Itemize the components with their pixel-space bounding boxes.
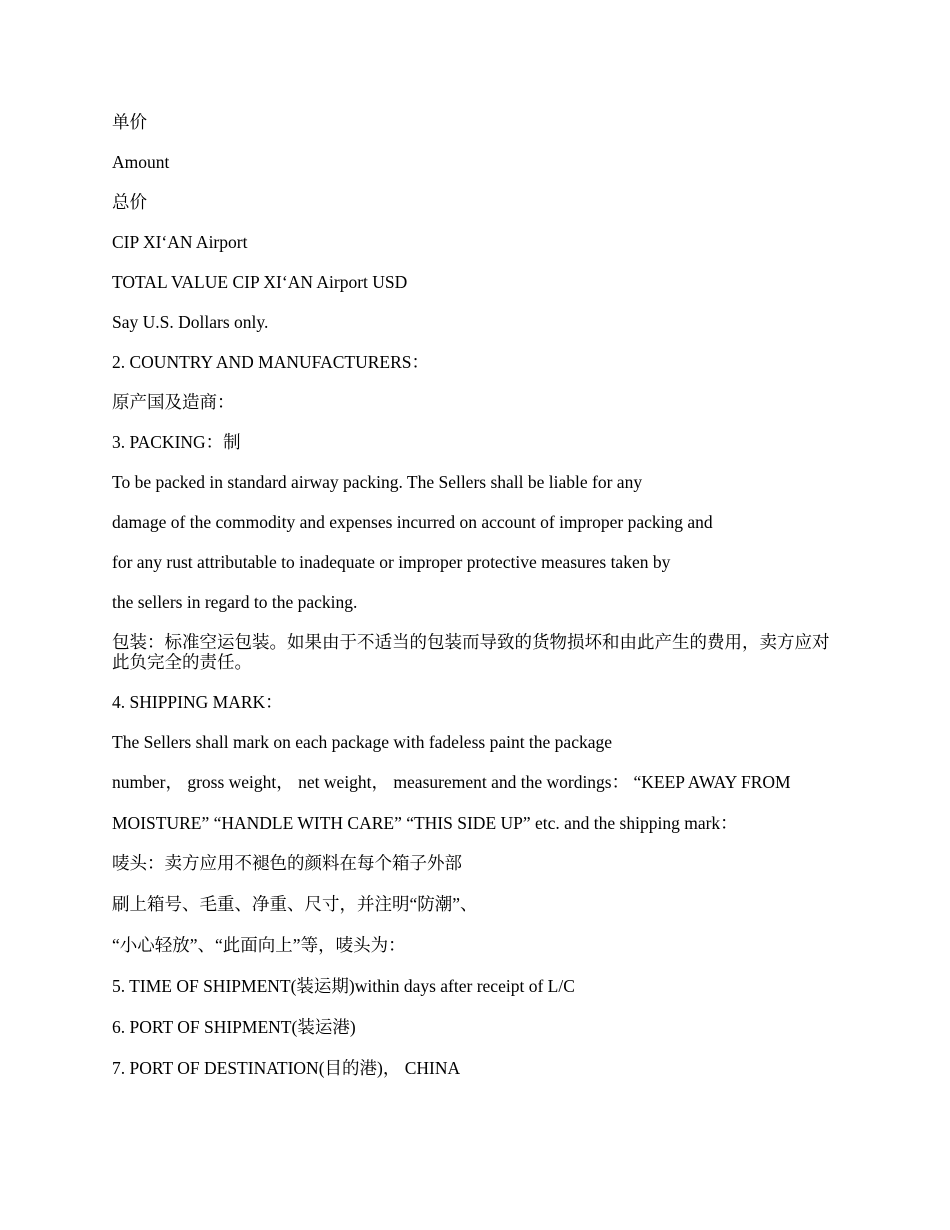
shipping-mark-cn-1: 唛头：卖方应用不褪色的颜料在每个箱子外部 bbox=[112, 853, 462, 873]
packing-text-cn: 包装：标准空运包装。如果由于不适当的包装而导致的货物损坏和由此产生的费用，卖方应对此负完全的责任。 bbox=[112, 632, 830, 672]
shipping-mark-line-2: number， gross weight， net weight， measurement and the wordings： “KEEP AWAY FROM bbox=[112, 772, 791, 792]
section-3-heading: 3. PACKING：制 bbox=[112, 432, 241, 452]
shipping-mark-cn-3: “小心轻放”、“此面向上”等，唛头为： bbox=[112, 935, 406, 955]
section-7-line: 7. PORT OF DESTINATION(目的港)， CHINA bbox=[112, 1058, 461, 1078]
packing-text-line-2: damage of the commodity and expenses incurred on account of improper packing and bbox=[112, 512, 713, 532]
section-2-cn: 原产国及造商： bbox=[112, 392, 235, 412]
section-6-line: 6. PORT OF SHIPMENT(装运港) bbox=[112, 1017, 356, 1037]
shipping-mark-cn-2: 刷上箱号、毛重、净重、尺寸，并注明“防潮”、 bbox=[112, 894, 478, 914]
total-value-line: TOTAL VALUE CIP XI‘AN Airport USD bbox=[112, 272, 408, 292]
unit-price-cn: 单价 bbox=[112, 112, 147, 132]
shipping-mark-line-1: The Sellers shall mark on each package with fadeless paint the package bbox=[112, 732, 613, 752]
say-dollars-line: Say U.S. Dollars only. bbox=[112, 312, 269, 332]
section-2-heading: 2. COUNTRY AND MANUFACTURERS： bbox=[112, 352, 429, 372]
cip-term: CIP XI‘AN Airport bbox=[112, 232, 248, 252]
section-5-line: 5. TIME OF SHIPMENT(装运期)within days after receipt of L/C bbox=[112, 976, 575, 996]
packing-text-line-1: To be packed in standard airway packing. The Sellers shall be liable for any bbox=[112, 472, 643, 492]
amount-label: Amount bbox=[112, 152, 170, 172]
total-price-cn: 总价 bbox=[112, 192, 147, 212]
packing-text-line-4: the sellers in regard to the packing. bbox=[112, 592, 358, 612]
packing-text-line-3: for any rust attributable to inadequate or improper protective measures taken by bbox=[112, 552, 671, 572]
document-page bbox=[112, 112, 842, 1098]
section-4-heading: 4. SHIPPING MARK： bbox=[112, 692, 283, 712]
shipping-mark-line-3: MOISTURE” “HANDLE WITH CARE” “THIS SIDE UP” etc. and the shipping mark： bbox=[112, 813, 738, 833]
